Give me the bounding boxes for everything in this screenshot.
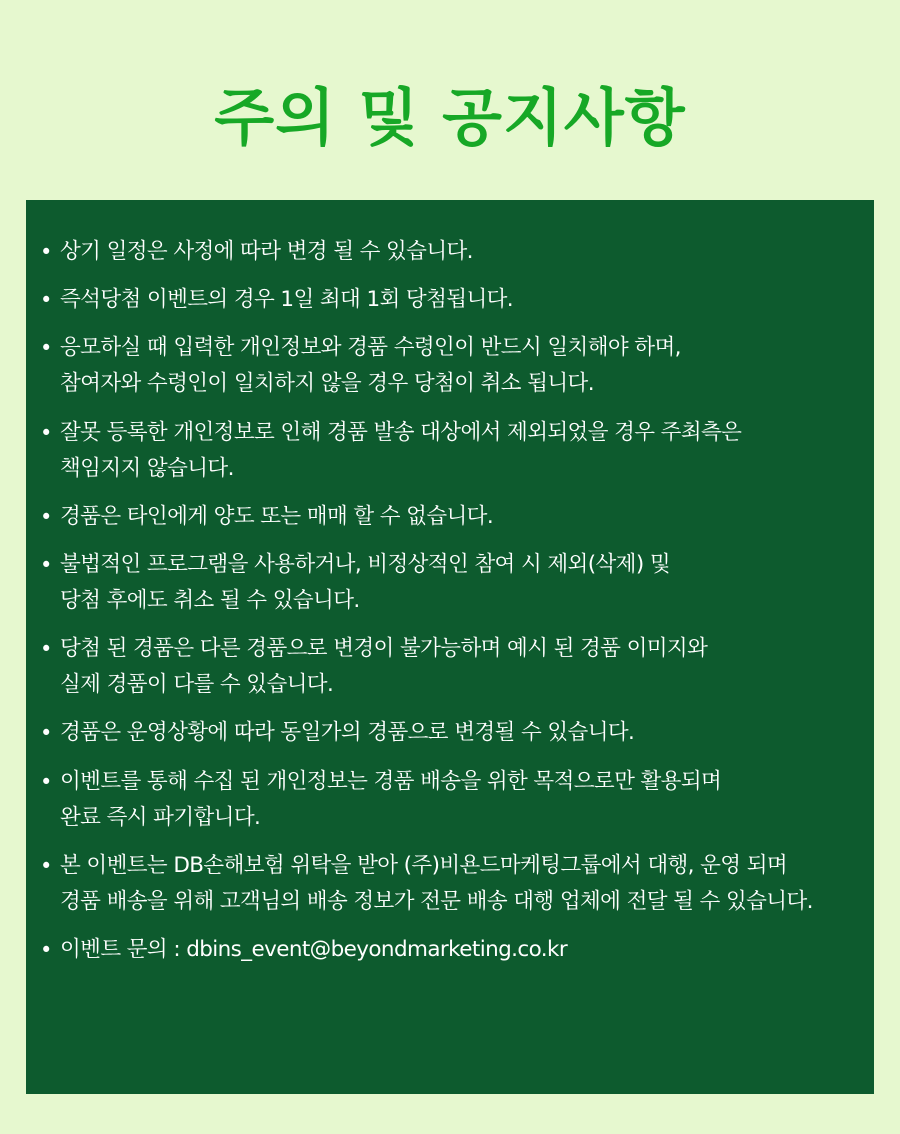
notice-text-line: 잘못 등록한 개인정보로 인해 경품 발송 대상에서 제외되었을 경우 주최측은	[60, 419, 742, 445]
notice-item	[26, 234, 874, 270]
notice-item	[26, 415, 874, 487]
bullet-dot-icon: •	[40, 937, 52, 962]
notice-text-line: 응모하실 때 입력한 개인정보와 경품 수령인이 반드시 일치해야 하며,	[60, 335, 681, 361]
notice-text-line: 이벤트 문의 : dbins_event@beyondmarketing.co.kr	[60, 936, 568, 962]
bullet-dot-icon: •	[40, 504, 52, 529]
notice-text-line: 당첨 된 경품은 다른 경품으로 변경이 불가능하며 예시 된 경품 이미지와	[60, 636, 708, 662]
notice-text-line: 불법적인 프로그램을 사용하거나, 비정상적인 참여 시 제외(삭제) 및	[60, 551, 671, 577]
notice-item	[26, 499, 874, 535]
notice-text-line: 참여자와 수령인이 일치하지 않을 경우 당첨이 취소 됩니다.	[60, 371, 594, 397]
notice-item	[26, 631, 874, 703]
bullet-dot-icon: •	[40, 769, 52, 794]
notice-item	[26, 848, 874, 920]
bullet-dot-icon: •	[40, 288, 52, 313]
notice-item	[26, 715, 874, 751]
notice-item	[26, 547, 874, 619]
notice-item	[26, 282, 874, 318]
notice-text-line: 당첨 후에도 취소 될 수 있습니다.	[60, 587, 360, 613]
bullet-dot-icon: •	[40, 240, 52, 264]
notice-panel	[26, 200, 874, 1094]
notice-text-line: 경품 배송을 위해 고객님의 배송 정보가 전문 배송 대행 업체에 전달 될 수 있습니다.	[60, 888, 813, 914]
bullet-dot-icon: •	[40, 721, 52, 746]
bullet-dot-icon: •	[40, 637, 52, 662]
notice-text-line: 즉석당첨 이벤트의 경우 1일 최대 1회 당첨됩니다.	[60, 287, 514, 313]
notice-list	[26, 234, 874, 980]
notice-text-line: 책임지지 않습니다.	[60, 455, 234, 481]
notice-text-line: 상기 일정은 사정에 따라 변경 될 수 있습니다.	[60, 239, 473, 264]
notice-item	[26, 764, 874, 836]
notice-text-line: 경품은 운영상황에 따라 동일가의 경품으로 변경될 수 있습니다.	[60, 720, 635, 746]
bullet-dot-icon: •	[40, 336, 52, 361]
notice-item	[26, 932, 874, 968]
bullet-dot-icon: •	[40, 853, 52, 878]
notice-text-line: 완료 즉시 파기합니다.	[60, 804, 261, 830]
notice-item	[26, 330, 874, 402]
notice-text-line: 경품은 타인에게 양도 또는 매매 할 수 없습니다.	[60, 503, 494, 529]
notice-text-line: 이벤트를 통해 수집 된 개인정보는 경품 배송을 위한 목적으로만 활용되며	[60, 768, 722, 794]
bullet-dot-icon: •	[40, 552, 52, 577]
page-title: 주의 및 공지사항	[214, 81, 686, 154]
notice-text-line: 본 이벤트는 DB손해보험 위탁을 받아 (주)비욘드마케팅그룹에서 대행, 운영 되며	[60, 852, 788, 878]
bullet-dot-icon: •	[40, 420, 52, 445]
notice-text-line: 실제 경품이 다를 수 있습니다.	[60, 672, 334, 698]
